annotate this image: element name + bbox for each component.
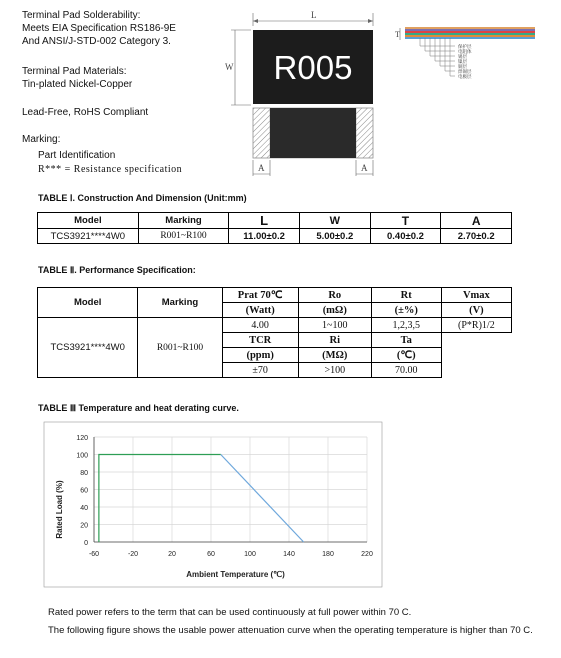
part-identification: Part Identification	[38, 150, 116, 161]
y-tick-label: 20	[80, 522, 88, 530]
table1-header: L	[229, 213, 300, 229]
table1-header: W	[299, 213, 370, 229]
table2-value: 1,2,3,5	[371, 318, 441, 333]
footer-line: The following figure shows the usable power attenuation curve when the operating temperature is higher than 70 C.	[48, 625, 533, 636]
table2-value: >100	[298, 363, 371, 378]
y-tick-label: 60	[80, 487, 88, 495]
table1-header: Model	[38, 213, 139, 229]
x-axis-label: Ambient Temperature (℃)	[186, 570, 285, 579]
x-tick-label: -60	[88, 551, 100, 558]
solderability-notes	[22, 9, 176, 48]
dim-l-label: L	[311, 10, 317, 20]
table2-value: 1~100	[298, 318, 371, 333]
solderability-line: Terminal Pad Solderability:	[22, 10, 141, 21]
footer-line: Rated power refers to the term that can be used continuously at full power within 70 C.	[48, 607, 412, 618]
x-tick-label: -20	[127, 551, 139, 558]
marking-title: Marking:	[22, 134, 61, 145]
dim-a-left: A	[258, 163, 265, 173]
solderability-line: Meets EIA Specification RS186-9E	[22, 23, 176, 34]
terminal-pad-right	[356, 108, 373, 158]
table2-marking-header: Marking	[138, 288, 222, 318]
y-tick-label: 0	[84, 540, 88, 547]
table1-cell: 11.00±0.2	[229, 229, 300, 244]
table1-cell: 2.70±0.2	[441, 229, 512, 244]
dim-w-label: W	[225, 62, 234, 72]
layer-label: 电极层	[458, 75, 472, 80]
layer-label: 焊锡层	[458, 70, 472, 75]
chart-frame	[44, 422, 382, 587]
layer-label: 保护层	[458, 45, 472, 50]
table1-header: Marking	[138, 213, 229, 229]
table1-cell: R001~R100	[138, 229, 229, 244]
table2-head: Ta	[371, 333, 441, 348]
table1-cell: 0.40±0.2	[370, 229, 441, 244]
performance-table	[37, 287, 512, 378]
table2-head: Prat 70℃	[222, 288, 298, 303]
table2-value: 70.00	[371, 363, 441, 378]
table1-header: T	[370, 213, 441, 229]
layer-label: 电阻体	[458, 50, 472, 55]
dim-t-label: T	[395, 30, 400, 39]
table2-unit: (±%)	[371, 303, 441, 318]
table1-header: A	[441, 213, 512, 229]
table2-marking: R001~R100	[138, 318, 222, 378]
table2-unit: (mΩ)	[298, 303, 371, 318]
chip-marking-text: R005	[273, 49, 353, 86]
table2-model-header: Model	[38, 288, 138, 318]
y-axis-label: Rated Load (%)	[55, 480, 64, 539]
y-tick-label: 120	[76, 435, 88, 442]
y-tick-label: 100	[76, 452, 88, 460]
x-tick-label: 220	[361, 551, 373, 558]
component-drawing	[215, 0, 555, 190]
layer-label: 锡层	[458, 55, 467, 60]
table2-head: Rt	[371, 288, 441, 303]
table1-title: TABLE Ⅰ. Construction And Dimension (Unit:mm)	[38, 193, 247, 203]
table2-unit: (Watt)	[222, 303, 298, 318]
construction-table	[37, 212, 512, 244]
y-tick-label: 80	[80, 470, 88, 477]
compliance-note: Lead-Free, RoHS Compliant	[22, 107, 149, 118]
x-tick-label: 60	[207, 551, 215, 558]
x-tick-label: 140	[283, 551, 295, 558]
table2-value: (P*R)1/2	[441, 318, 511, 333]
series-line	[99, 455, 221, 543]
x-tick-label: 20	[168, 551, 176, 558]
table2-head: Vmax	[441, 288, 511, 303]
table2-unit: (ppm)	[222, 348, 298, 363]
x-tick-label: 100	[244, 551, 256, 558]
layer-label: 铜层	[458, 65, 467, 70]
table2-unit: (℃)	[371, 348, 441, 363]
y-tick-label: 40	[80, 505, 88, 512]
materials-notes	[22, 65, 132, 91]
table2-unit: (V)	[441, 303, 511, 318]
resistance-spec: R*** = Resistance specification	[38, 164, 183, 175]
table2-model: TCS3921****4W0	[38, 318, 138, 378]
materials-line: Tin-plated Nickel-Copper	[22, 79, 133, 90]
table2-value: 4.00	[222, 318, 298, 333]
layer-label: 镍层	[458, 60, 467, 65]
solderability-line: And ANSI/J-STD-002 Category 3.	[22, 36, 171, 47]
table2-head: Ro	[298, 288, 371, 303]
x-tick-label: 180	[322, 551, 334, 558]
table2-head: TCR	[222, 333, 298, 348]
series-line	[221, 455, 304, 543]
derating-chart	[40, 420, 385, 590]
table2-title: TABLE Ⅱ. Performance Specification:	[38, 265, 196, 275]
dim-a-right: A	[361, 163, 368, 173]
materials-line: Terminal Pad Materials:	[22, 66, 127, 77]
layer-stack	[405, 27, 535, 39]
table1-cell: 5.00±0.2	[299, 229, 370, 244]
table2-value: ±70	[222, 363, 298, 378]
table2-head: Ri	[298, 333, 371, 348]
table1-cell: TCS3921****4W0	[38, 229, 139, 244]
table3-title: TABLE Ⅲ Temperature and heat derating curve.	[38, 403, 239, 413]
table2-unit: (MΩ)	[298, 348, 371, 363]
terminal-pad-left	[253, 108, 270, 158]
